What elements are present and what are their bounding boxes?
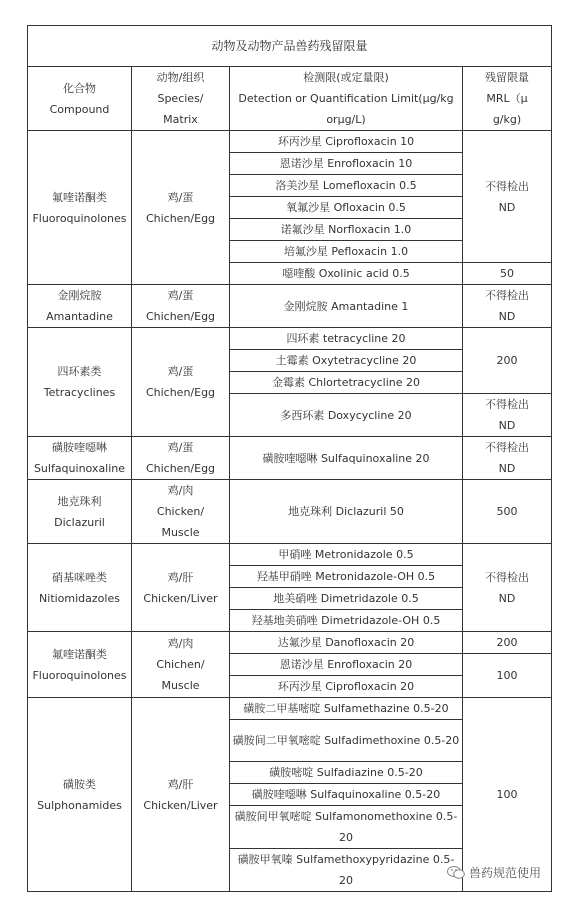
limit-cell: 洛美沙星 Lomefloxacin 0.5 xyxy=(230,175,463,197)
limit-cell: 磺胺喹噁啉 Sulfaquinoxaline 0.5-20 xyxy=(230,784,463,806)
limit-cell: 磺胺甲氧嗪 Sulfamethoxypyridazine 0.5-20 xyxy=(230,849,463,892)
compound-cell: 地克珠利 Diclazuril xyxy=(28,480,132,544)
compound-cell: 磺胺喹噁啉 Sulfaquinoxaline xyxy=(28,437,132,480)
compound-cell: 氟喹诺酮类 Fluoroquinolones xyxy=(28,131,132,285)
limit-cell: 磺胺二甲基嘧啶 Sulfamethazine 0.5-20 xyxy=(230,698,463,720)
header-compound: 化合物 Compound xyxy=(28,67,132,131)
limit-cell: 环丙沙星 Ciprofloxacin 20 xyxy=(230,676,463,698)
title-row xyxy=(28,26,552,67)
limit-cell: 磺胺间二甲氧嘧啶 Sulfadimethoxine 0.5-20 xyxy=(230,720,463,762)
limit-cell: 磺胺间甲氧嘧啶 Sulfamonomethoxine 0.5-20 xyxy=(230,806,463,849)
limit-cell: 恩诺沙星 Enrofloxacin 10 xyxy=(230,153,463,175)
limit-cell: 环丙沙星 Ciprofloxacin 10 xyxy=(230,131,463,153)
species-cell: 鸡/肉 Chicken/ Muscle xyxy=(132,480,230,544)
mrl-cell: 50 xyxy=(463,263,552,285)
limit-cell: 羟基地美硝唑 Dimetridazole-OH 0.5 xyxy=(230,610,463,632)
compound-cell: 硝基咪唑类 Nitiomidazoles xyxy=(28,544,132,632)
mrl-cell: 100 xyxy=(463,698,552,892)
species-cell: 鸡/蛋 Chichen/Egg xyxy=(132,285,230,328)
limit-cell: 磺胺喹噁啉 Sulfaquinoxaline 20 xyxy=(230,437,463,480)
watermark xyxy=(447,864,541,881)
table-row xyxy=(28,480,552,544)
header-row xyxy=(28,67,552,131)
mrl-cell: 不得检出 ND xyxy=(463,394,552,437)
table-row xyxy=(28,437,552,480)
mrl-cell: 200 xyxy=(463,632,552,654)
limit-cell: 诺氟沙星 Norfloxacin 1.0 xyxy=(230,219,463,241)
compound-cell: 磺胺类 Sulphonamides xyxy=(28,698,132,892)
header-mrl: 残留限量 MRL（μ g/kg) xyxy=(463,67,552,131)
species-cell: 鸡/肝 Chicken/Liver xyxy=(132,698,230,892)
limit-cell: 磺胺嘧啶 Sulfadiazine 0.5-20 xyxy=(230,762,463,784)
mrl-cell: 不得检出 ND xyxy=(463,285,552,328)
limit-cell: 恩诺沙星 Enrofloxacin 20 xyxy=(230,654,463,676)
header-species: 动物/组织 Species/ Matrix xyxy=(132,67,230,131)
table-row xyxy=(28,632,552,654)
mrl-cell: 不得检出 ND xyxy=(463,544,552,632)
header-detection-limit: 检测限(或定量限) Detection or Quantification Limit(μg/kg orμg/L) xyxy=(230,67,463,131)
limit-cell: 培氟沙星 Pefloxacin 1.0 xyxy=(230,241,463,263)
table-row xyxy=(28,328,552,350)
table-row xyxy=(28,544,552,566)
limit-cell: 氧氟沙星 Ofloxacin 0.5 xyxy=(230,197,463,219)
species-cell: 鸡/蛋 Chichen/Egg xyxy=(132,131,230,285)
table-row xyxy=(28,698,552,720)
mrl-cell: 500 xyxy=(463,480,552,544)
species-cell: 鸡/蛋 Chichen/Egg xyxy=(132,437,230,480)
limit-cell: 达氟沙星 Danofloxacin 20 xyxy=(230,632,463,654)
species-cell: 鸡/蛋 Chichen/Egg xyxy=(132,328,230,437)
species-cell: 鸡/肝 Chicken/Liver xyxy=(132,544,230,632)
wechat-icon xyxy=(447,866,465,879)
watermark-text: 兽药规范使用 xyxy=(469,866,542,880)
residue-limit-table xyxy=(27,25,552,892)
mrl-cell: 100 xyxy=(463,654,552,698)
compound-cell: 金刚烷胺 Amantadine xyxy=(28,285,132,328)
limit-cell: 羟基甲硝唑 Metronidazole-OH 0.5 xyxy=(230,566,463,588)
limit-cell: 土霉素 Oxytetracycline 20 xyxy=(230,350,463,372)
compound-cell: 四环素类 Tetracyclines xyxy=(28,328,132,437)
limit-cell: 金霉素 Chlortetracycline 20 xyxy=(230,372,463,394)
limit-cell: 地克珠利 Diclazuril 50 xyxy=(230,480,463,544)
compound-cell: 氟喹诺酮类 Fluoroquinolones xyxy=(28,632,132,698)
table-title: 动物及动物产品兽药残留限量 xyxy=(28,26,552,67)
species-cell: 鸡/肉 Chichen/ Muscle xyxy=(132,632,230,698)
limit-cell: 甲硝唑 Metronidazole 0.5 xyxy=(230,544,463,566)
table-row xyxy=(28,131,552,153)
limit-cell: 金刚烷胺 Amantadine 1 xyxy=(230,285,463,328)
mrl-cell: 不得检出 ND xyxy=(463,131,552,263)
limit-cell: 四环素 tetracycline 20 xyxy=(230,328,463,350)
limit-cell: 噁喹酸 Oxolinic acid 0.5 xyxy=(230,263,463,285)
mrl-cell: 不得检出 ND xyxy=(463,437,552,480)
mrl-cell: 200 xyxy=(463,328,552,394)
limit-cell: 多西环素 Doxycycline 20 xyxy=(230,394,463,437)
table-row xyxy=(28,285,552,328)
limit-cell: 地美硝唑 Dimetridazole 0.5 xyxy=(230,588,463,610)
